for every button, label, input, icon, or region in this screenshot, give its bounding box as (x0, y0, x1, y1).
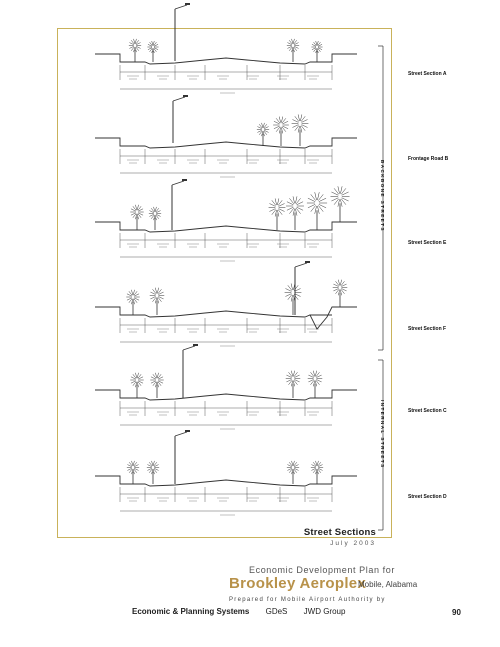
tree-branch (300, 114, 301, 121)
tree-branch (315, 206, 317, 214)
group-label-internal: INTERNAL STREETS (380, 400, 385, 469)
tree-branch (134, 39, 135, 44)
tree-branch (292, 461, 293, 466)
tree-branch (137, 214, 138, 219)
tree-branch (317, 192, 319, 200)
light-arm (172, 181, 184, 185)
tree-branch (298, 114, 299, 121)
ground-profile (95, 390, 357, 400)
tree-branch (279, 117, 280, 123)
tree-branch (340, 290, 341, 296)
tree-branch (277, 198, 278, 205)
tree-branch (155, 215, 156, 220)
tree-branch (155, 207, 156, 212)
tree-branch (132, 299, 133, 304)
tree-branch (137, 373, 138, 378)
tree-branch (154, 215, 155, 220)
tree-branch (317, 206, 319, 214)
tree-branch (292, 469, 293, 474)
tree-branch (313, 371, 314, 377)
page-number: 90 (452, 608, 461, 617)
tree-branch (137, 205, 138, 210)
tree-branch (136, 214, 137, 219)
tree-branch (152, 461, 153, 466)
tree-branch (313, 381, 314, 387)
tree-branch (134, 47, 135, 52)
tree-branch (293, 39, 294, 44)
tree-branch (340, 199, 342, 206)
tree-branch (291, 295, 292, 302)
project-name: Brookley Aeroplex (229, 575, 367, 592)
firm-eps: Economic & Planning Systems (132, 607, 250, 616)
tree-branch (132, 461, 133, 466)
tree-branch (136, 373, 137, 378)
tree-branch (295, 196, 297, 203)
section-label-a: Street Section A (408, 71, 447, 77)
ground-profile (95, 54, 357, 64)
light-arm (295, 263, 307, 267)
section-label-e: Street Section E (408, 240, 447, 246)
tree-branch (317, 41, 318, 45)
light-head (185, 3, 190, 5)
light-head (193, 344, 198, 346)
section-label-c: Street Section C (408, 408, 447, 414)
tree-branch (315, 371, 316, 377)
prepared-for: Prepared for Mobile Airport Authority by (229, 597, 386, 603)
tree-branch (340, 186, 342, 193)
tree-branch (293, 47, 294, 52)
light-head (183, 95, 188, 97)
tree-branch (157, 382, 158, 387)
tree-branch (281, 127, 282, 133)
tree-branch (132, 469, 133, 474)
tree-branch (153, 41, 154, 45)
tree-branch (133, 469, 134, 474)
tree-branch (316, 469, 317, 474)
tree-branch (133, 461, 134, 466)
tree-branch (298, 126, 299, 133)
ground-profile (95, 222, 357, 232)
light-head (182, 179, 187, 181)
ground-profile (95, 307, 357, 329)
tree-branch (153, 469, 154, 474)
sheet-date: July 2003 (330, 540, 376, 547)
tree-branch (338, 186, 340, 193)
tree-branch (279, 127, 280, 133)
tree-branch (293, 209, 295, 216)
tree-branch (338, 199, 340, 206)
tree-branch (157, 298, 158, 304)
tree-branch (263, 123, 264, 128)
tree-branch (291, 283, 292, 290)
tree-branch (316, 461, 317, 466)
tree-branch (156, 382, 157, 387)
tree-branch (157, 288, 158, 294)
tree-branch (157, 373, 158, 378)
plan-title: Economic Development Plan for (249, 565, 395, 575)
tree-branch (262, 131, 263, 136)
tree-branch (135, 39, 136, 44)
tree-branch (340, 280, 341, 286)
tree-branch (133, 290, 134, 295)
tree-branch (135, 47, 136, 52)
section-label-f: Street Section F (408, 326, 447, 332)
firm-gdes: GDeS (265, 607, 288, 616)
tree-branch (275, 210, 276, 217)
section-label-d: Street Section D (408, 494, 447, 500)
tree-branch (263, 131, 264, 136)
tree-branch (315, 381, 316, 387)
tree-branch (152, 41, 153, 45)
tree-branch (338, 280, 339, 286)
tree-branch (317, 469, 318, 474)
firms-line (132, 607, 359, 616)
tree-branch (315, 192, 317, 200)
tree-branch (300, 126, 301, 133)
tree-branch (293, 469, 294, 474)
tree-branch (136, 205, 137, 210)
tree-branch (275, 198, 276, 205)
ground-profile (95, 476, 357, 486)
light-arm (183, 346, 195, 350)
tree-branch (293, 371, 294, 377)
tree-branch (338, 290, 339, 296)
light-head (185, 430, 190, 432)
tree-branch (281, 117, 282, 123)
light-arm (175, 5, 187, 9)
tree-branch (291, 371, 292, 377)
tree-branch (293, 381, 294, 387)
tree-branch (277, 210, 278, 217)
tree-branch (155, 288, 156, 294)
tree-branch (152, 469, 153, 474)
tree-branch (137, 382, 138, 387)
ground-profile (95, 138, 357, 148)
tree-branch (133, 299, 134, 304)
tree-branch (155, 298, 156, 304)
tree-branch (293, 461, 294, 466)
tree-branch (154, 207, 155, 212)
tree-branch (291, 381, 292, 387)
tree-branch (295, 209, 297, 216)
tree-branch (153, 461, 154, 466)
tree-branch (156, 373, 157, 378)
tree-branch (293, 196, 295, 203)
firm-jwd: JWD Group (303, 607, 346, 616)
tree-branch (262, 123, 263, 128)
group-label-backbone: BACKBONE STREETS (380, 160, 385, 233)
project-location: Mobile, Alabama (358, 580, 418, 589)
tree-branch (317, 461, 318, 466)
light-arm (175, 432, 187, 436)
tree-branch (316, 41, 317, 45)
tree-branch (132, 290, 133, 295)
tree-branch (136, 382, 137, 387)
light-arm (173, 97, 185, 101)
tree-branch (292, 47, 293, 52)
sheet-title: Street Sections (303, 527, 376, 538)
tree-branch (292, 39, 293, 44)
light-head (305, 261, 310, 263)
section-label-frontage-b: Frontage Road B (408, 156, 449, 162)
